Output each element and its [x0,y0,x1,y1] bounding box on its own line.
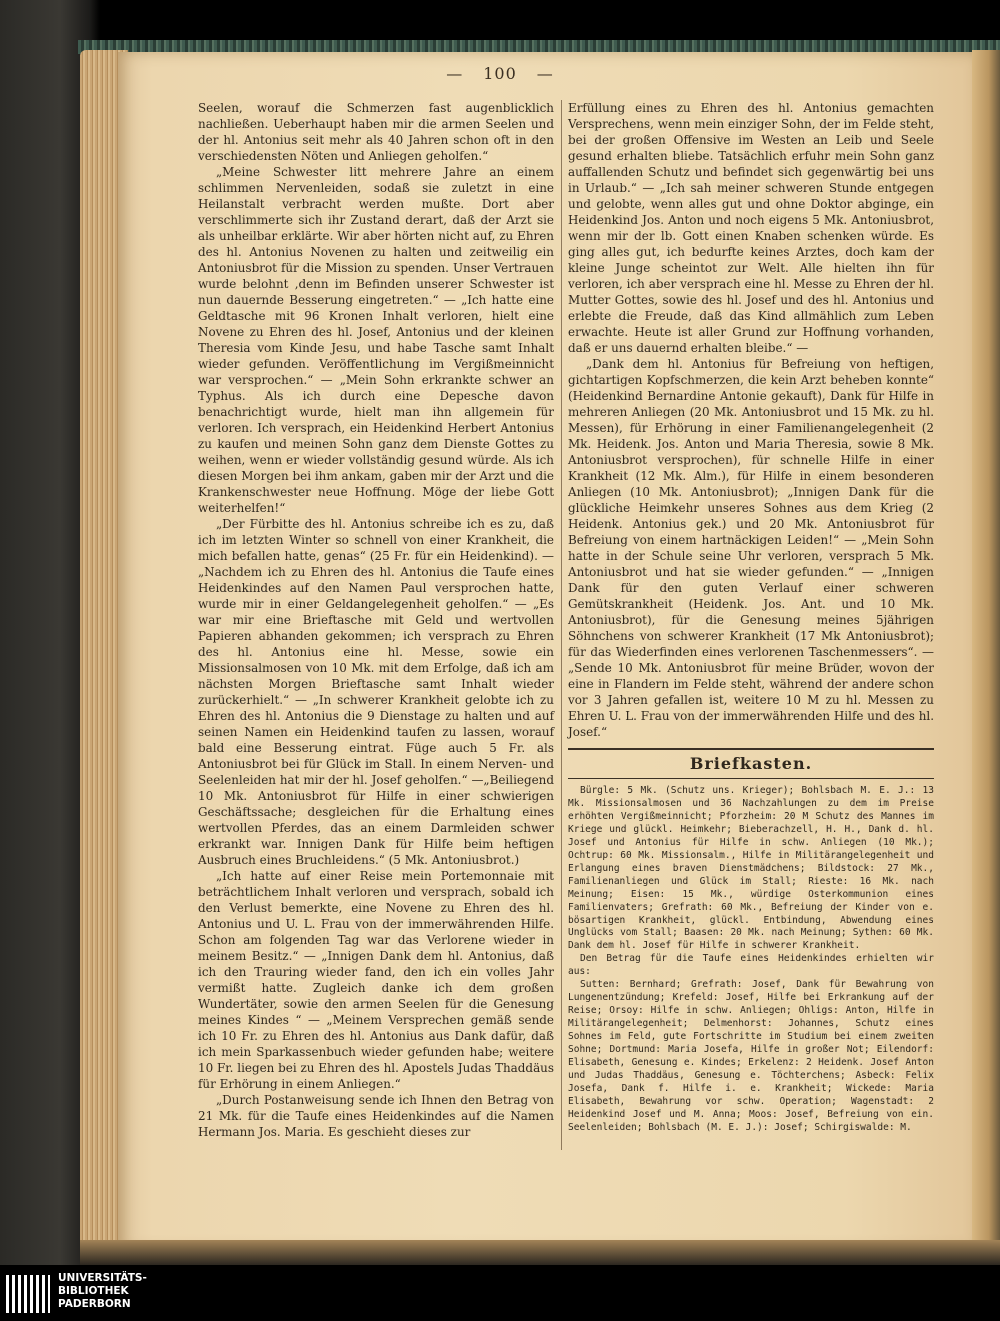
column-divider [561,100,562,1150]
paragraph: „Durch Postanweisung sende ich Ihnen den Betrag von 21 Mk. für die Taufe eines Heidenkindes auf die Namen Hermann Jos. Maria. Es geschieht dieses zur [198,1093,554,1139]
library-footer [0,1265,1000,1321]
briefkasten-body [568,785,934,1135]
page-right-edge [972,50,1000,1250]
library-logo-icon [5,1271,51,1317]
left-column [198,100,554,1140]
paragraph: „Der Fürbitte des hl. Antonius schreibe ich es zu, daß ich im letzten Winter so schnell von einer Krankheit, die mich befallen hatte, genas“ (25 Fr. für ein Heidenkind). — „Nachdem ich zu Ehren des hl. Antonius die Taufe eines Heidenkindes auf den Namen Paul versprochen hatte, wurde mir in einer Geldangelegenheit geholfen.“ — „Es war mir eine Brieftasche mit Geld und wertvollen Papieren abhanden gekommen; ich versprach zu Ehren des hl. Antonius eine hl. Messe, sowie ein Missionsalmosen von 10 Mk. mit dem Erfolge, daß ich am nächsten Morgen Brieftasche samt Inhalt wieder zurückerhielt.“ — „In schwerer Krankheit gelobte ich zu Ehren des hl. Antonius die 9 Dienstage zu halten und auf seinen Namen ein Heidenkind taufen zu lassen, worauf bald eine Besserung eintrat. Füge auch 5 Fr. als Antoniusbrot bei für Glück im Stall. In einem Nerven- und Seelenleiden hat mir der hl. Josef geholfen.“ —„Beiliegend 10 Mk. Antoniusbrot für Hilfe in einer schwierigen Geschäftssache; desgleichen für die Erhaltung eines wertvollen Pferdes, das an einem Darmleiden schwer erkrankt war. Innigen Dank für Hilfe beim heftigen Ausbruch eines Bruchleidens.“ (5 Mk. Antoniusbrot.) [198,517,554,867]
briefkasten-heading: Briefkasten. [689,754,813,773]
library-name: UNIVERSITÄTS- BIBLIOTHEK PADERBORN [58,1272,147,1310]
section-rule [568,748,934,750]
paragraph: „Ich hatte auf einer Reise mein Portemonnaie mit beträchtlichem Inhalt verloren und versprach, sobald ich den Verlust bemerkte, eine Novene zu Ehren des hl. Antonius und U. L. Frau von der immerwährenden Hilfe. Schon am folgenden Tag war das Verlorene wieder in meinem Besitz.“ — „Innigen Dank dem hl. Antonius, daß ich den Trauring wieder fand, den ich ein volles Jahr vermißt hatte. Zugleich danke ich dem großen Wundertäter, sowie den armen Seelen für die Genesung meines Kindes “ — „Meinem Versprechen gemäß sende ich 10 Fr. zu Ehren des hl. Antonius aus Dank dafür, daß ich mein Sparkassenbuch wieder gefunden habe; weitere 10 Fr. liegen bei zu Ehren des hl. Apostels Judas Thaddäus für Erhörung in einem Anliegen.“ [198,869,554,1091]
right-column [568,100,934,1135]
paragraph: Seelen, worauf die Schmerzen fast augenblicklich nachließen. Ueberhaupt haben mir die armen Seelen und der hl. Antonius seit mehr als 40 Jahren schon oft in den verschiedensten Nöten und Anliegen geholfen.“ [198,101,554,163]
paragraph: Erfüllung eines zu Ehren des hl. Antonius gemachten Versprechens, wenn mein einziger Sohn, der im Felde steht, bei der großen Offensive im Westen an Leib und Seele gesund erhalten bliebe. Tatsächlich erfuhr mein Sohn ganz auffallenden Schutz und befindet sich gegenwärtig bei uns in Urlaub.“ — „Ich sah meiner schweren Stunde entgegen und gelobte, wenn alles gut und ohne Doktor abginge, ein Heidenkind Jos. Anton und noch eigens 5 Mk. Antoniusbrot, wenn mir der lb. Gott einen Knaben schenken würde. Es ging alles gut, ich bedurfte keines Arztes, doch kam der kleine Junge scheintot zur Welt. Alle hielten ihn für verloren, ich aber versprach eine hl. Messe zu Ehren der hl. Mutter Gottes, sowie des hl. Josef und des hl. Antonius und erlebte die Freude, daß das Kind allmählich zum Leben erwachte. Heute ist aller Grund zur Hoffnung vorhanden, daß er uns dauernd erhalten bleibe.“ — [568,101,934,355]
section-rule [568,778,934,779]
paragraph: Bürgle: 5 Mk. (Schutz uns. Krieger); Bohlsbach M. E. J.: 13 Mk. Missionsalmosen und 36 Nachzahlungen zu dem im Preise erhöhten Vergißmeinnicht; Pforzheim: 20 M Schutz des Mannes im Kriege und glückl. Heimkehr; Bieberachzell, H. H., Dank d. hl. Josef und Antonius für Hilfe in schw. Anliegen (10 Mk.); Ochtrup: 60 Mk. Missionsalm., Hilfe in Militärangelegenheit und Erlangung eines braven Dienstmädchens; Bildstock: 27 Mk., Familienanliegen und Glück im Stall; Rieste: 16 Mk. nach Meinung; Eisen: 15 Mk., würdige Osterkommunion eines Familienvaters; Grefrath: 60 Mk., Befreiung der Kinder von e. bösartigen Krankheit, glückl. Entbindung, Abwendung eines Unglücks vom Stall; Baasen: 20 Mk. nach Meinung; Sythen: 60 Mk. Dank dem hl. Josef für Hilfe in schwerer Krankheit. [568,785,934,952]
paragraph: Den Betrag für die Taufe eines Heidenkindes erhielten wir aus: [568,953,934,978]
paragraph: „Dank dem hl. Antonius für Befreiung von heftigen, gichtartigen Kopfschmerzen, die kein Arzt beheben konnte“ (Heidenkind Bernardine Antonie gekauft), Dank für Hilfe in mehreren Anliegen (20 Mk. Antoniusbrot und 15 Mk. zu hl. Messen), für Erhörung in einer Familienangelegenheit (2 Mk. Heidenk. Jos. Anton und Maria Theresia, sowie 8 Mk. Antoniusbrot versprochen), für schnelle Hilfe in einer Krankheit (12 Mk. Alm.), für Hilfe in einem besonderen Anliegen (10 Mk. Antoniusbrot); „Innigen Dank für die glückliche Heimkehr unseres Sohnes aus dem Krieg (2 Heidenk. Antonius gek.) und 20 Mk. Antoniusbrot für Befreiung von einem hartnäckigen Leiden!“ — „Mein Sohn hatte in der Schule seine Uhr verloren, versprach 5 Mk. Antoniusbrot und hat sie wieder gefunden.“ — „Innigen Dank für den guten Verlauf einer schweren Gemütskrankheit (Heidenk. Jos. Ant. und 10 Mk. Antoniusbrot), für die Genesung meines 5jährigen Söhnchens von schwerer Krankheit (17 Mk Antoniusbrot); für das Wiederfinden eines verlorenen Taschenmessers“. — „Sende 10 Mk. Antoniusbrot für meine Brüder, wovon der eine in Flandern im Felde steht, während der andere schon vor 3 Jahren gefallen ist, weitere 10 M zu hl. Messen zu Ehren U. L. Frau von der immerwährenden Hilfe und des hl. Josef.“ [568,357,934,739]
page-number: — 100 — [446,64,554,83]
page-bottom-edge [80,1240,1000,1265]
paragraph: „Meine Schwester litt mehrere Jahre an einem schlimmen Nervenleiden, sodaß sie zuletzt in eine Heilanstalt verbracht werden mußte. Dort aber verschlimmerte sich ihr Zustand derart, daß der Arzt sie als unheilbar erklärte. Wir aber hörten nicht auf, zu Ehren des hl. Antonius Novenen zu halten und zeitweilig ein Antoniusbrot für die Mission zu spenden. Unser Vertrauen wurde belohnt ‚denn im Befinden unserer Schwester ist nun dauernde Besserung eingetreten.“ — „Ich hatte eine Geldtasche mit 96 Kronen Inhalt verloren, hielt eine Novene zu Ehren des hl. Josef, Antonius und der kleinen Theresia vom Kinde Jesu, und habe Tasche samt Inhalt wieder gefunden. Veröffentlichung im Vergißmeinnicht war versprochen.“ — „Mein Sohn erkrankte schwer an Typhus. Als ich durch eine Depesche davon benachrichtigt wurde, hielt man ihn allgemein für verloren. Ich versprach, ein Heidenkind Herbert Antonius zu kaufen und meinen Sohn ganz dem Dienste Gottes zu weihen, wenn er wieder vollständig gesund würde. Als ich diesen Morgen bei ihm ankam, gaben mir der Arzt und die Krankenschwester neue Hoffnung. Möge der liebe Gott weiterhelfen!“ [198,165,554,515]
page-number-value: 100 [483,64,517,83]
paragraph: Sutten: Bernhard; Grefrath: Josef, Dank für Bewahrung von Lungenentzündung; Krefeld: Josef, Hilfe bei Erkrankung auf der Reise; Orsoy: Hilfe in schw. Anliegen; Ohligs: Anton, Hilfe in Militärangelegenheit; Delmenhorst: Johannes, Schutz eines Sohnes im Feld, gute Fortschritte im Studium bei einem zweiten Sohne; Dortmund: Maria Josefa, Hilfe in großer Not; Eilendorf: Elisabeth, Genesung e. Kindes; Erkelenz: 2 Heidenk. Josef Anton und Judas Thaddäus, Genesung e. Töchterchens; Asbeck: Felix Josefa, Dank f. Hilfe i. e. Krankheit; Wickede: Maria Elisabeth, Bewahrung vor schw. Operation; Wagenstadt: 2 Heidenkind Josef und M. Anna; Moos: Josef, Befreiung von ein. Seelenleiden; Bohlsbach (M. E. J.): Josef; Schirgiswalde: M. [568,979,934,1133]
